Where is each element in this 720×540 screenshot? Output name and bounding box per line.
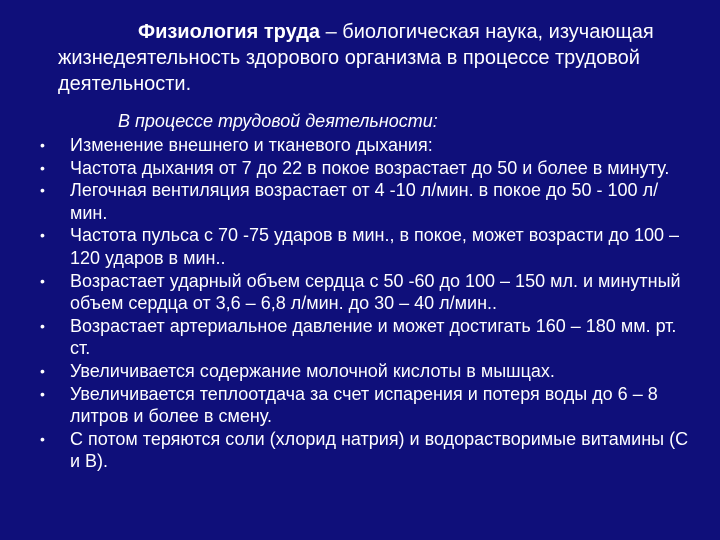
bullet-icon: • xyxy=(40,182,45,199)
list-item-text: Легочная вентиляция возрастает от 4 -10 л/мин. в покое до 50 - 100 л/мин. xyxy=(70,180,659,223)
section-subheading: В процессе трудовой деятельности: xyxy=(118,111,438,131)
list-item xyxy=(40,134,695,157)
list-item-text: Возрастает артериальное давление и может достигать 160 – 180 мм. рт. ст. xyxy=(70,315,677,359)
list-item xyxy=(40,428,695,473)
list-item-text: Возрастает ударный объем сердца с 50 -60 до 100 – 150 мл. и минутный объем сердца от 3,6 – 6,8 л/мин. до 30 – 40 л/мин.. xyxy=(70,270,681,314)
list-item xyxy=(40,157,695,180)
list-item xyxy=(40,179,695,224)
list-item xyxy=(40,360,695,383)
list-item-text: Изменение внешнего и тканевого дыхания: xyxy=(70,135,433,155)
bullet-icon: • xyxy=(40,137,45,153)
bullet-icon: • xyxy=(40,430,45,447)
bullet-icon: • xyxy=(40,385,45,402)
bullet-icon: • xyxy=(40,227,45,244)
list-item-text: Увеличивается содержание молочной кислоты в мышцах. xyxy=(70,360,555,381)
list-item-text: Увеличивается теплоотдача за счет испарения и потеря воды до 6 – 8 литров и более в смену. xyxy=(70,383,658,427)
list-item-text: С потом теряются соли (хлорид натрия) и водорастворимые витамины (С и В). xyxy=(70,428,689,472)
list-item xyxy=(40,224,695,269)
list-item xyxy=(40,315,695,360)
bullet-list xyxy=(40,134,695,473)
intro-definition: – биологическая наука, изучающая жизнедеятельность здорового организма в процессе трудовой деятельности. xyxy=(58,21,654,95)
bullet-icon: • xyxy=(40,317,45,334)
list-item-text: Частота пульса с 70 -75 ударов в мин., в покое, может возрасти до 100 – 120 ударов в мин.. xyxy=(70,225,680,268)
intro-paragraph xyxy=(58,19,698,97)
list-item xyxy=(40,270,695,315)
bullet-icon: • xyxy=(40,159,45,176)
list-item xyxy=(40,383,695,428)
list-item-text: Частота дыхания от 7 до 22 в покое возрастает до 50 и более в минуту. xyxy=(70,157,670,178)
bullet-icon: • xyxy=(40,362,45,379)
intro-term: Физиология труда xyxy=(138,21,321,43)
bullet-icon: • xyxy=(40,272,45,289)
